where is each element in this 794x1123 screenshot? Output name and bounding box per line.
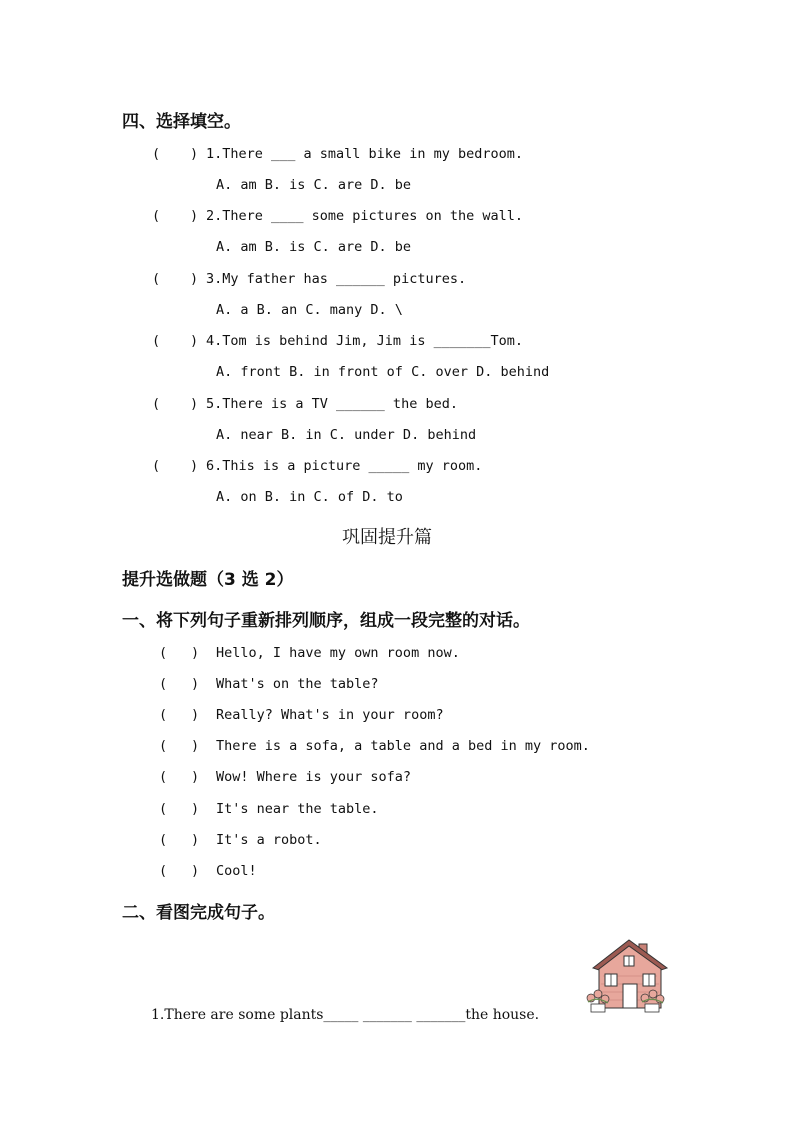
house-illustration bbox=[583, 936, 673, 1020]
section2-heading: 二、看图完成句子。 bbox=[122, 903, 275, 923]
question-text: 3.My father has ______ pictures. bbox=[206, 271, 467, 287]
question-text: 2.There ____ some pictures on the wall. bbox=[206, 208, 523, 224]
dialogue-line: There is a sofa, a table and a bed in my room. bbox=[216, 738, 590, 754]
question-text: 6.This is a picture _____ my room. bbox=[206, 458, 483, 474]
question-options: A. near B. in C. under D. behind bbox=[216, 427, 477, 443]
dialogue-line: Wow! Where is your sofa? bbox=[216, 769, 412, 785]
dialogue-line: Hello, I have my own room now. bbox=[216, 645, 460, 661]
order-paren-open: ( bbox=[159, 738, 168, 754]
order-paren-open: ( bbox=[159, 645, 168, 661]
order-paren-open: ( bbox=[159, 707, 168, 723]
answer-paren-open: ( bbox=[152, 271, 161, 287]
order-paren-close: ) bbox=[191, 738, 200, 754]
answer-paren-open: ( bbox=[152, 458, 161, 474]
order-paren-close: ) bbox=[191, 645, 200, 661]
order-paren-open: ( bbox=[159, 769, 168, 785]
answer-paren-open: ( bbox=[152, 208, 161, 224]
order-paren-close: ) bbox=[191, 863, 200, 879]
answer-paren-close: ) bbox=[190, 458, 199, 474]
dialogue-line: It's near the table. bbox=[216, 801, 379, 817]
fill-sentence: 1.There are some plants_____ _______ _______the house. bbox=[151, 1007, 540, 1023]
order-paren-close: ) bbox=[191, 707, 200, 723]
answer-paren-close: ) bbox=[190, 333, 199, 349]
order-paren-close: ) bbox=[191, 676, 200, 692]
question-options: A. front B. in front of C. over D. behind bbox=[216, 364, 550, 380]
order-paren-open: ( bbox=[159, 832, 168, 848]
answer-paren-open: ( bbox=[152, 396, 161, 412]
dialogue-line: Really? What's in your room? bbox=[216, 707, 444, 723]
answer-paren-close: ) bbox=[190, 271, 199, 287]
answer-paren-open: ( bbox=[152, 146, 161, 162]
question-text: 5.There is a TV ______ the bed. bbox=[206, 396, 458, 412]
question-text: 4.Tom is behind Jim, Jim is _______Tom. bbox=[206, 333, 523, 349]
answer-paren-close: ) bbox=[190, 146, 199, 162]
answer-paren-close: ) bbox=[190, 396, 199, 412]
section4-heading: 四、选择填空。 bbox=[122, 112, 241, 132]
answer-paren-close: ) bbox=[190, 208, 199, 224]
order-paren-close: ) bbox=[191, 832, 200, 848]
question-options: A. am B. is C. are D. be bbox=[216, 239, 412, 255]
order-paren-close: ) bbox=[191, 769, 200, 785]
order-paren-open: ( bbox=[159, 676, 168, 692]
dialogue-line: Cool! bbox=[216, 863, 257, 879]
consolidation-title: 巩固提升篇 bbox=[342, 527, 432, 548]
question-options: A. on B. in C. of D. to bbox=[216, 489, 403, 505]
answer-paren-open: ( bbox=[152, 333, 161, 349]
dialogue-line: What's on the table? bbox=[216, 676, 379, 692]
order-paren-close: ) bbox=[191, 801, 200, 817]
question-options: A. a B. an C. many D. \ bbox=[216, 302, 403, 318]
question-text: 1.There ___ a small bike in my bedroom. bbox=[206, 146, 523, 162]
order-paren-open: ( bbox=[159, 863, 168, 879]
question-options: A. am B. is C. are D. be bbox=[216, 177, 412, 193]
order-paren-open: ( bbox=[159, 801, 168, 817]
dialogue-line: It's a robot. bbox=[216, 832, 322, 848]
section1-heading: 一、将下列句子重新排列顺序，组成一段完整的对话。 bbox=[122, 611, 530, 631]
consolidation-subheading: 提升选做题（3 选 2） bbox=[122, 570, 294, 590]
